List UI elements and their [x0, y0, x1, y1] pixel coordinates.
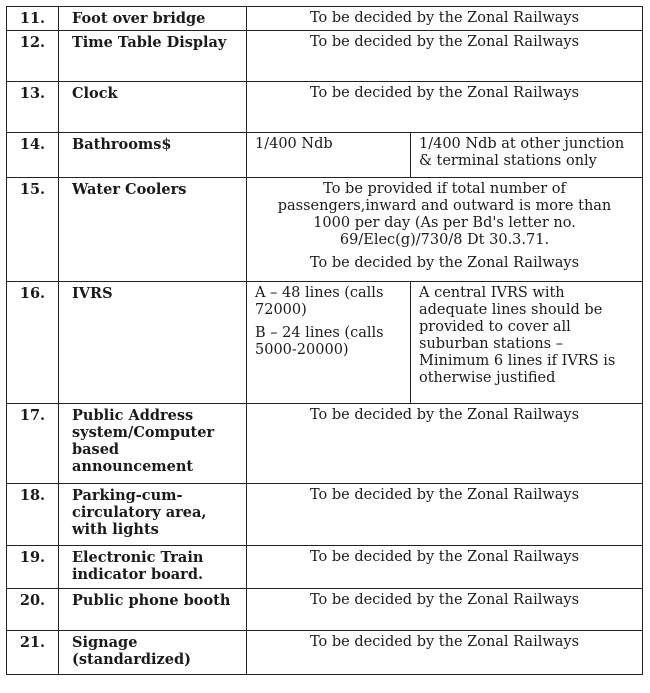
row-number: 15.: [7, 178, 59, 282]
row-number: 16.: [7, 282, 59, 404]
row-item: Clock: [59, 82, 247, 133]
row-item: IVRS: [59, 282, 247, 404]
row-item: Water Coolers: [59, 178, 247, 282]
table-row: [7, 546, 643, 589]
row-value-left: 1/400 Ndb: [247, 133, 411, 178]
row-value: To be decided by the Zonal Railways: [247, 404, 643, 484]
row-item: Time Table Display: [59, 31, 247, 82]
table-row: [7, 178, 643, 282]
row-value: To be decided by the Zonal Railways: [247, 589, 643, 631]
row-value-right: A central IVRS with adequate lines should be provided to cover all suburban stations – Minimum 6 lines if IVRS is otherwise justified: [411, 282, 643, 404]
table-row: [7, 631, 643, 675]
row-value: To be decided by the Zonal Railways: [247, 82, 643, 133]
row-item: Public phone booth: [59, 589, 247, 631]
table-row: [7, 484, 643, 546]
row-value-cell: [247, 178, 643, 282]
row-number: 21.: [7, 631, 59, 675]
table-row: [7, 282, 643, 404]
table-row: [7, 7, 643, 31]
row-number: 14.: [7, 133, 59, 178]
row-value-left: A – 48 lines (calls 72000): [255, 285, 384, 318]
row-item: Public Address system/Computer based announcement: [59, 404, 247, 484]
row-value-left-secondary: B – 24 lines (calls 5000-20000): [255, 325, 384, 358]
row-value-secondary: To be decided by the Zonal Railways: [309, 255, 580, 271]
row-value-right: 1/400 Ndb at other junction & terminal stations only: [411, 133, 643, 178]
table-row: [7, 404, 643, 484]
row-number: 19.: [7, 546, 59, 589]
row-value: To be decided by the Zonal Railways: [247, 631, 643, 675]
row-value: To be decided by the Zonal Railways: [247, 7, 643, 31]
row-value: To be decided by the Zonal Railways: [247, 31, 643, 82]
row-item: Foot over bridge: [59, 7, 247, 31]
row-item: Parking-cum-circulatory area, with lights: [59, 484, 247, 546]
row-value-left-cell: [247, 282, 411, 404]
row-item: Signage (standardized): [59, 631, 247, 675]
amenities-table: [6, 6, 643, 675]
row-number: 11.: [7, 7, 59, 31]
row-number: 18.: [7, 484, 59, 546]
row-number: 13.: [7, 82, 59, 133]
row-number: 17.: [7, 404, 59, 484]
row-number: 12.: [7, 31, 59, 82]
row-item: Electronic Train indicator board.: [59, 546, 247, 589]
row-item: Bathrooms$: [59, 133, 247, 178]
row-value: To be decided by the Zonal Railways: [247, 484, 643, 546]
row-value: To be decided by the Zonal Railways: [247, 546, 643, 589]
table-row: [7, 133, 643, 178]
table-row: [7, 589, 643, 631]
row-number: 20.: [7, 589, 59, 631]
table-row: [7, 31, 643, 82]
row-value: To be provided if total number of passengers,inward and outward is more than 1000 per day (As per Bd's letter no. 69/Elec(g)/730/8 Dt 30.3.71.: [277, 181, 612, 248]
table-row: [7, 82, 643, 133]
